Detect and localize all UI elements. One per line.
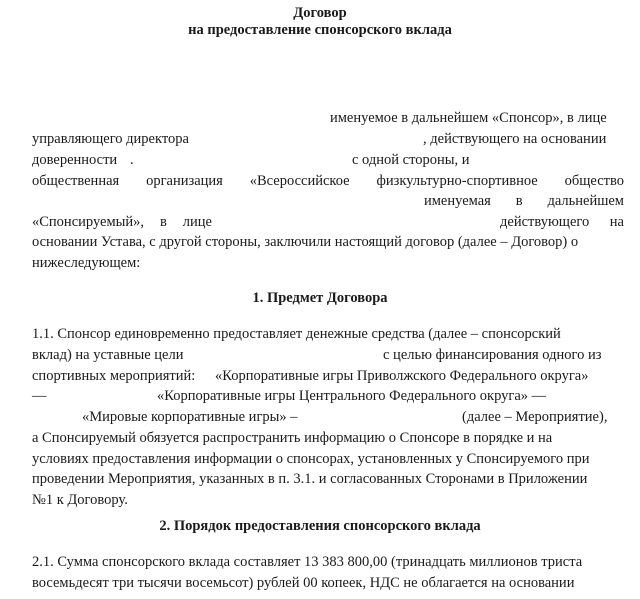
preamble-line-6-word: в xyxy=(159,214,167,230)
section-2-line-2: восемьдесят три тысячи восемьсот) рублей 00 копеек, НДС не облагается на основании xyxy=(32,575,575,591)
preamble-line-6b xyxy=(500,214,624,231)
preamble-line-2a: управляющего директора xyxy=(32,131,189,147)
document-title: Договор xyxy=(293,5,347,21)
section-1-line-8: проведении Мероприятия, указанных в п. 3.1. и согласованных Сторонами в Приложении xyxy=(32,471,588,487)
section-1-heading: 1. Предмет Договора xyxy=(252,290,388,306)
preamble-line-1: именуемое в дальнейшем «Спонсор», в лице xyxy=(330,110,607,126)
preamble-line-3b: . xyxy=(130,152,134,168)
section-1-line-9: №1 к Договору. xyxy=(32,492,128,508)
section-2-line-1: 2.1. Сумма спонсорского вклада составляет 13 383 800,00 (тринадцать миллионов триста xyxy=(32,554,583,570)
preamble-line-2b: , действующего на основании xyxy=(423,131,607,147)
preamble-line-5-word: дальнейшем xyxy=(547,193,624,209)
section-1-line-4a: — xyxy=(32,388,47,404)
preamble-line-4 xyxy=(32,173,624,190)
preamble-line-3c: с одной стороны, и xyxy=(352,152,470,168)
section-1-line-5a: «Мировые корпоративные игры» – xyxy=(82,409,298,425)
preamble-line-5-word: именуемая xyxy=(424,193,491,209)
section-1-line-4b: «Корпоративные игры Центрального Федерального округа» — xyxy=(157,388,547,404)
preamble-line-4-word: физкультурно-спортивное xyxy=(376,173,538,189)
section-1-line-3b: «Корпоративные игры Приволжского Федерального округа» xyxy=(215,368,589,384)
section-2-heading: 2. Порядок предоставления спонсорского вклада xyxy=(159,518,481,534)
preamble-line-6-word: «Спонсируемый», xyxy=(32,214,144,230)
preamble-line-6a xyxy=(32,214,212,231)
section-1-line-3a: спортивных мероприятий: xyxy=(32,368,196,384)
preamble-line-4-word: общественная xyxy=(32,173,120,189)
section-1-line-2a: вклад) на уставные цели xyxy=(32,347,184,363)
preamble-line-6-word: лице xyxy=(182,214,212,230)
document-subtitle: на предоставление спонсорского вклада xyxy=(188,22,452,38)
section-1-line-1: 1.1. Спонсор единовременно предоставляет денежные средства (далее – спонсорский xyxy=(32,326,561,342)
preamble-line-5-word: в xyxy=(515,193,523,209)
preamble-line-4-word: организация xyxy=(146,173,223,189)
preamble-line-6-word: действующего xyxy=(500,214,590,230)
section-1-line-6: а Спонсируемый обязуется распространить информацию о Спонсоре в порядке и на xyxy=(32,430,553,446)
preamble-line-4-word: общество xyxy=(564,173,624,189)
section-1-line-2b: с целью финансирования одного из xyxy=(383,347,602,363)
preamble-line-3a: доверенности xyxy=(32,152,118,168)
preamble-line-6-word: на xyxy=(609,214,624,230)
preamble-line-5 xyxy=(424,193,624,210)
preamble-line-8: нижеследующем: xyxy=(32,255,141,271)
section-1-line-7: условиях предоставления информации о спонсорах, установленных у Спонсируемого при xyxy=(32,451,590,467)
preamble-line-4-word: «Всероссийское xyxy=(249,173,350,189)
preamble-line-7: основании Устава, с другой стороны, заключили настоящий договор (далее – Договор) о xyxy=(32,234,579,250)
section-1-line-5b: (далее – Мероприятие), xyxy=(462,409,608,425)
